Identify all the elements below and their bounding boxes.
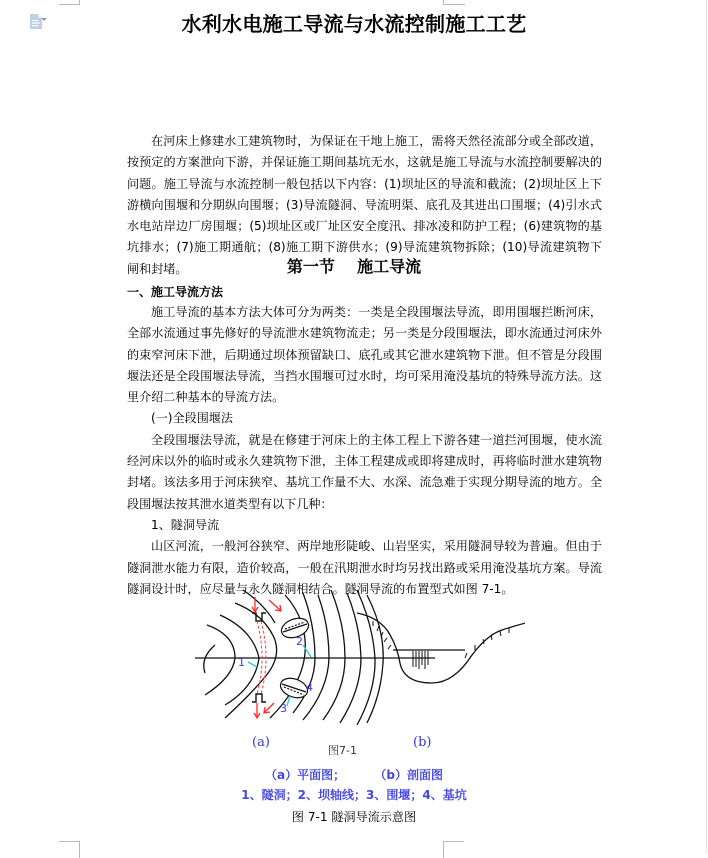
intro-paragraph: 在河床上修建水工建筑物时，为保证在干地上施工，需将天然径流部分或全部改道，按预定的方案泄向下游，并保证施工期间基坑无水，这就是施工导流与水流控制要解决的问题。施工导流与水流控制一般包括以下内容：(1)坝址区的导流和截流；(2)坝址区上下游横向围堰和分期纵向围堰；(3)导流隧洞、导流明渠、底孔及其进出口围堰；(4)引水式水电站岸边厂房围堰；(5)坝址区或厂址区安全度汛、排冰凌和防护工程；(6)建筑物的基坑排水；(7)施工期通航；(8)施工期下游供水；(9)导流建筑物拆除；(10)导流建筑物下闸和封堵。 [127, 134, 603, 276]
methods-paragraph: 施工导流的基本方法大体可分为两类：一类是全段围堰法导流，即用围堰拦断河床，全部水流通过事先修好的导流泄水建筑物流走；另一类是分段围堰法，即水流通过河床外的束窄河床下泄，后期通过坝体预留缺口、底孔或其它泄水建筑物下泄。但不管是分段围堰法还是全段围堰法导流，当挡水围堰可过水时，均可采用淹没基坑的特殊导流方法。这里介绍二种基本的导流方法。 [127, 305, 602, 405]
methods-block [127, 302, 602, 600]
figure-7-1 [195, 585, 525, 757]
marker-4: 4 [306, 681, 313, 694]
marker-2: 2 [296, 635, 303, 648]
subheading-full-cofferdam: (一)全段围堰法 [151, 411, 233, 426]
subheading-methods: 一、施工导流方法 [127, 285, 224, 299]
figure-label-a: (a) [252, 735, 270, 750]
document-title: 水利水电施工导流与水流控制施工工艺 [181, 12, 527, 36]
marker-3: 3 [280, 702, 287, 715]
flow-arrow [269, 600, 280, 610]
figure-caption: 图 7-1 隧洞导流示意图 [291, 810, 417, 824]
figure-legend-items: 1、隧洞；2、坝轴线；3、围堰；4、基坑 [241, 788, 467, 802]
flow-arrow [265, 703, 274, 712]
section-heading: 第一节 施工导流 [286, 257, 422, 276]
page-corner-mark-top-left [59, 0, 80, 5]
page-corner-mark-bottom-right [443, 841, 464, 858]
figure-drawing [195, 585, 525, 725]
subheading-tunnel: 1、隧洞导流 [151, 517, 220, 532]
tunnel-outlet [252, 694, 266, 702]
full-cofferdam-paragraph: 全段围堰法导流，就是在修建于河床上的主体工程上下游各建一道拦河围堰，使水流经河床以外的临时或永久建筑物下泄，主体工程建成或即将建成时，再将临时泄水建筑物封堵。该法多用于河床狭窄、基坑工作量不大、水深、流急难于实现分期导流的地方。全段围堰法按其泄水道类型有以下几种： [127, 432, 602, 511]
page-corner-mark-bottom-left [59, 841, 80, 858]
cofferdam-upstream [279, 615, 311, 641]
page-corner-mark-top-right [443, 0, 465, 5]
marker-1: 1 [238, 656, 245, 669]
figure-inner-caption: 图7-1 [328, 744, 357, 757]
figure-label-b: (b) [413, 735, 432, 750]
scrollbar-edge [706, 0, 707, 854]
tunnel-paragraph: 山区河流，一般河谷狭窄、两岸地形陡峻、山岩坚实，采用隧洞导较为普遍。但由于隧洞泄水能力有限，造价较高，一般在汛期泄水时均另找出路或采用淹没基坑方案。导流隧洞设计时，应尽量与永久隧洞相结合。隧洞导流的布置型式如图 7-1。 [127, 539, 602, 596]
figure-legend-views: （a）平面图； （b）剖面图 [265, 768, 443, 782]
